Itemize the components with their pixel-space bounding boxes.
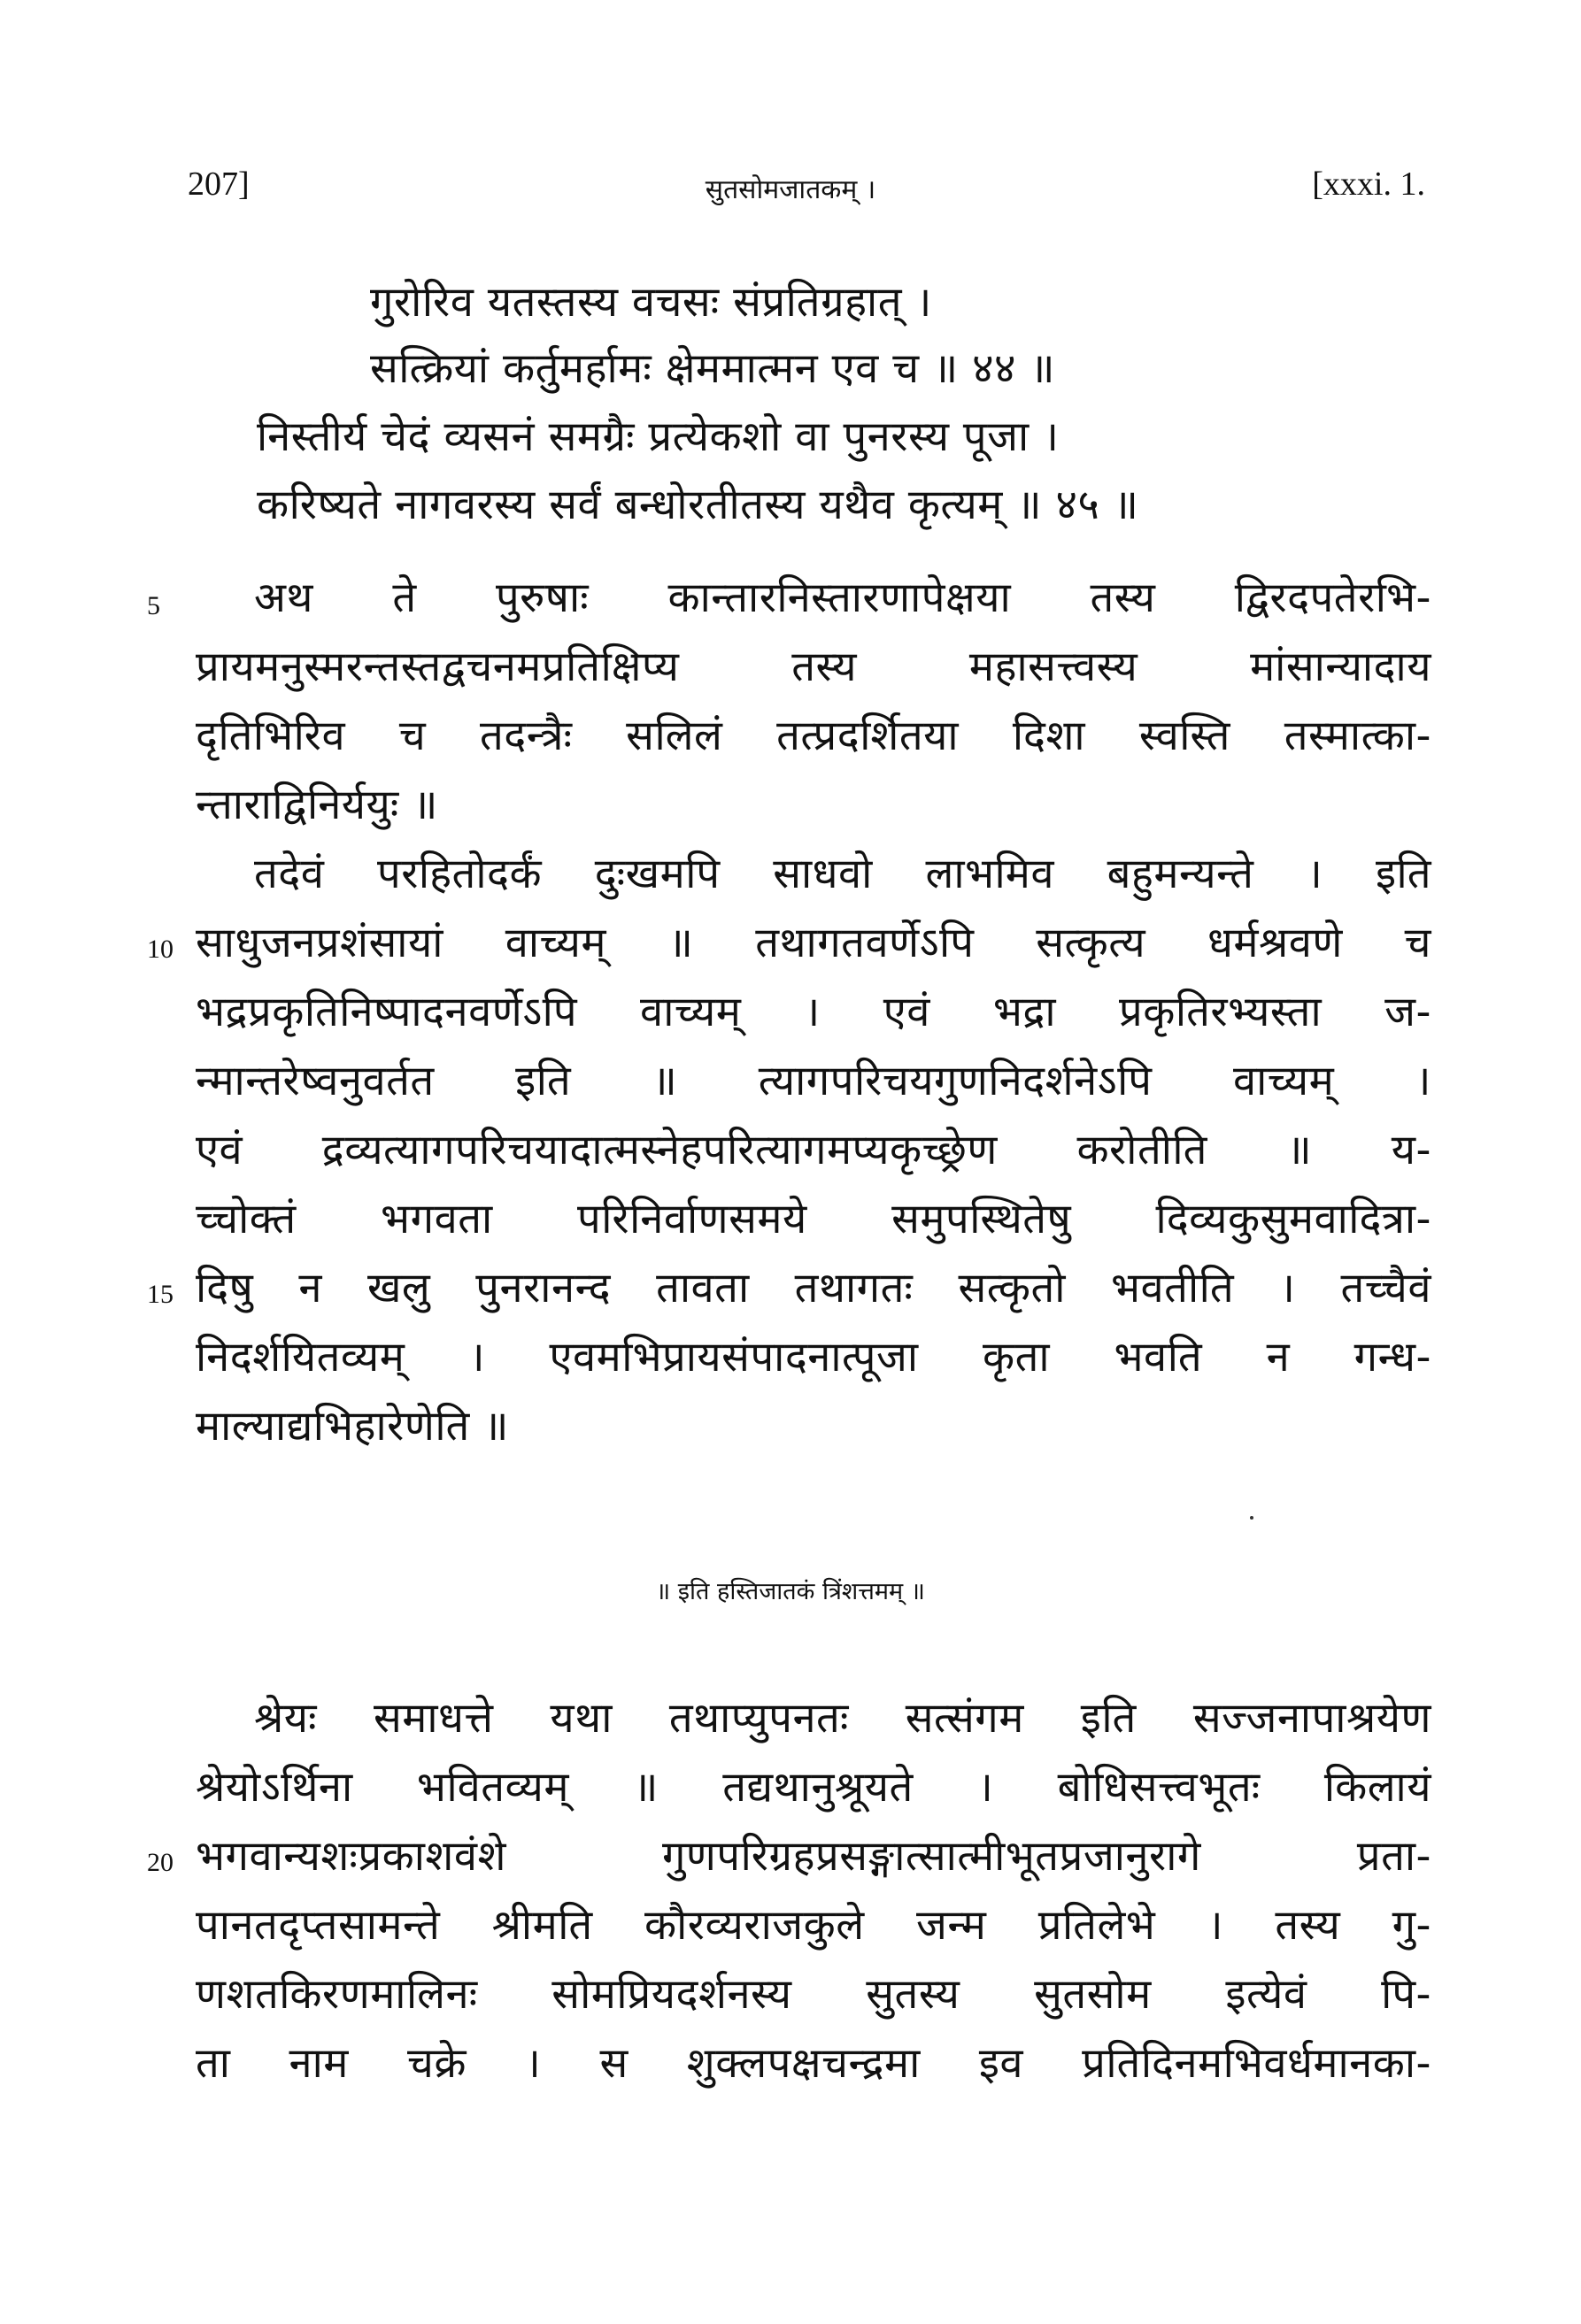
page-number: 207] (188, 165, 250, 203)
prose-line: दृतिभिरिव च तदन्त्रैः सलिलं तत्प्रदर्शितया दिशा स्वस्ति तस्मात्का- (196, 712, 1431, 760)
prose-line: च्चोक्तं भगवता परिनिर्वाणसमये समुपस्थितेषु दिव्यकुसुमवादित्रा- (196, 1195, 1431, 1243)
prose-line: माल्याद्यभिहारेणेति ॥ (196, 1402, 509, 1451)
section-reference: [xxxi. 1. (1312, 165, 1425, 203)
line-number: 10 (147, 935, 174, 964)
prose-line: ता नाम चक्रे । स शुक्लपक्षचन्द्रमा इव प्रतिदिनमभिवर्धमानका- (196, 2039, 1431, 2088)
prose-line: अथ ते पुरुषाः कान्तारनिस्तारणापेक्षया तस्य द्विरदपतेरभि- (254, 573, 1431, 622)
prose-line: णशतकिरणमालिनः सोमप्रियदर्शनस्य सुतस्य सुतसोम इत्येवं पि- (196, 1970, 1431, 2019)
line-number: 20 (147, 1848, 174, 1877)
verse-line: सत्क्रियां कर्तुमर्हामः क्षेममात्मन एव च ॥ ४४ ॥ (370, 344, 1056, 393)
prose-line: न्मान्तरेष्वनुवर्तत इति ॥ त्यागपरिचयगुणनिदर्शनेऽपि वाच्यम् । (196, 1057, 1431, 1105)
line-number: 5 (147, 591, 160, 620)
prose-line: न्ताराद्विनिर्ययुः ॥ (196, 781, 438, 829)
line-number: 15 (147, 1280, 174, 1309)
prose-line: तदेवं परहितोदर्कं दुःखमपि साधवो लाभमिव बहुमन्यन्ते । इति (254, 850, 1431, 898)
prose-line: भगवान्यशःप्रकाशवंशे गुणपरिग्रहप्रसङ्गात्सात्मीभूतप्रजानुरागे प्रता- (196, 1832, 1431, 1881)
running-title: सुतसोमजातकम् । (705, 174, 876, 205)
prose-line: निदर्शयितव्यम् । एवमभिप्रायसंपादनात्पूजा कृता भवति न गन्ध- (196, 1333, 1431, 1381)
prose-line: श्रेयः समाधत्ते यथा तथाप्युपनतः सत्संगम इति सज्जनापाश्रयेण (254, 1694, 1431, 1743)
prose-line: श्रेयोऽर्थिना भवितव्यम् ॥ तद्यथानुश्रूयते । बोधिसत्त्वभूतः किलायं (196, 1763, 1431, 1812)
prose-line: साधुजनप्रशंसायां वाच्यम् ॥ तथागतवर्णेऽपि सत्कृत्य धर्मश्रवणे च (196, 919, 1431, 967)
verse-line: गुरोरिव यतस्तस्य वचसः संप्रतिग्रहात् । (370, 278, 932, 327)
prose-line: भद्रप्रकृतिनिष्पादनवर्णेऽपि वाच्यम् । एवं भद्रा प्रकृतिरभ्यस्ता ज- (196, 988, 1431, 1036)
prose-line: दिषु न खलु पुनरानन्द तावता तथागतः सत्कृतो भवतीति । तच्चैवं (196, 1264, 1431, 1312)
verse-line: निस्तीर्य चेदं व्यसनं समग्रैः प्रत्येकशो वा पुनरस्य पूजा । (257, 412, 1060, 461)
verse-line: करिष्यते नागवरस्य सर्वं बन्धोरतीतस्य यथैव कृत्यम् ॥ ४५ ॥ (257, 481, 1139, 529)
prose-line: प्रायमनुस्मरन्तस्तद्वचनमप्रतिक्षिप्य तस्य महासत्त्वस्य मांसान्यादाय (196, 643, 1431, 691)
prose-line: पानतदृप्तसामन्ते श्रीमति कौरव्यराजकुले जन्म प्रतिलेभे । तस्य गु- (196, 1901, 1431, 1950)
colophon: ॥ इति हस्तिजातकं त्रिंशत्तमम् ॥ (656, 1578, 925, 1605)
stray-mark (1250, 1516, 1253, 1520)
prose-line: एवं द्रव्यत्यागपरिचयादात्मस्नेहपरित्यागमप्यकृच्छ्रेण करोतीति ॥ य- (196, 1126, 1431, 1174)
